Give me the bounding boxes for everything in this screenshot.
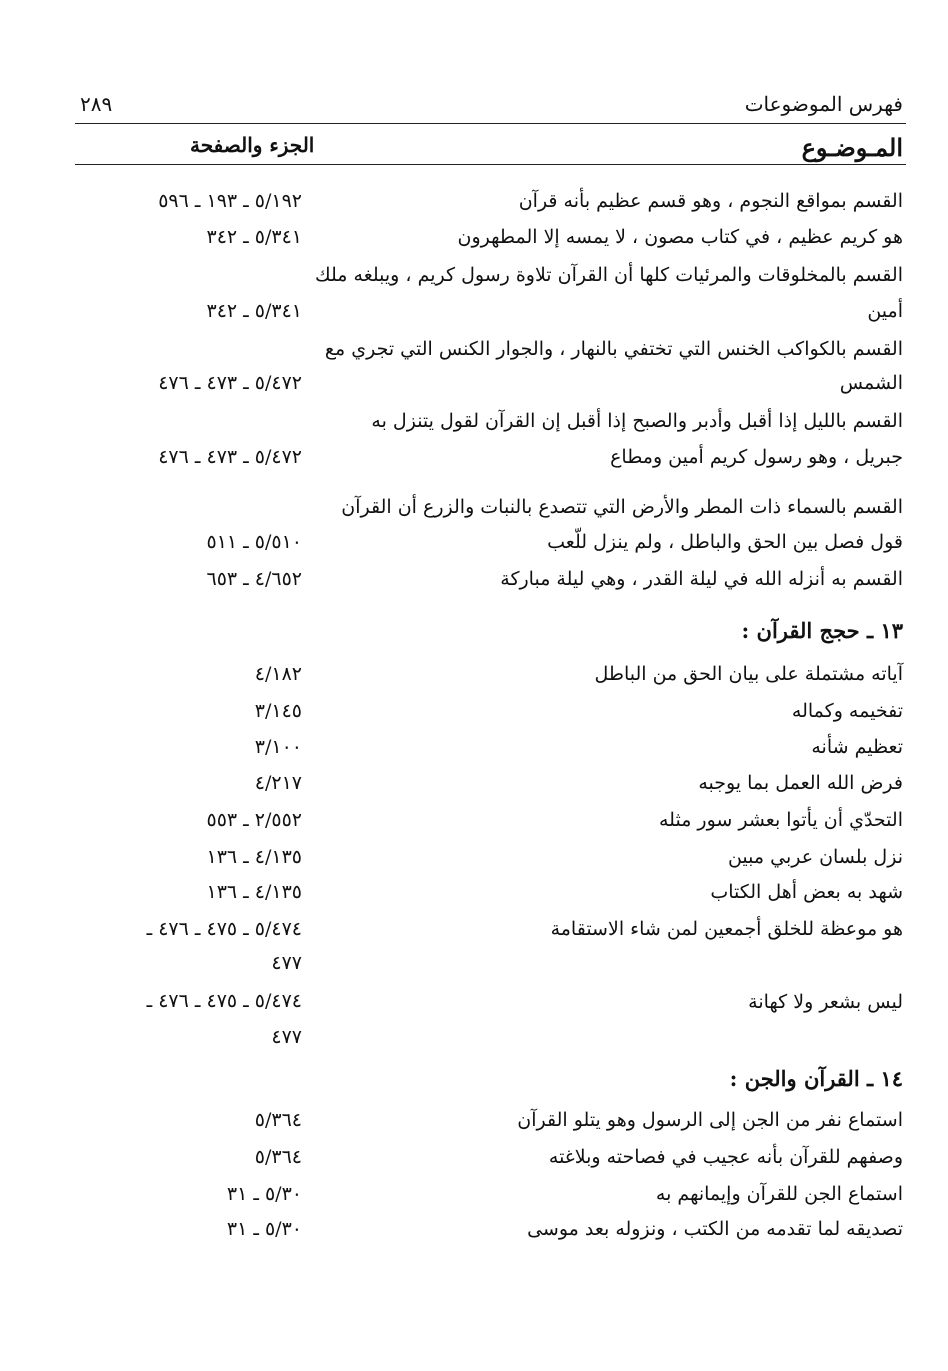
index-entry: [75, 657, 903, 691]
entry-topic: ١٤ ـ القرآن والجن :: [729, 1066, 903, 1091]
entry-topic: ١٣ ـ حجج القرآن :: [741, 618, 903, 643]
index-entry: [75, 440, 903, 474]
entry-reference: ٥/٤٧٤ ـ ٤٧٥ ـ ٤٧٦ ـ: [146, 990, 302, 1012]
entry-topic: القسم بالسماء ذات المطر والأرض التي تتصدع بالنبات والزرع أن القرآن: [341, 496, 903, 518]
entry-reference: ٥/٣٦٤: [254, 1109, 302, 1131]
entry-topic: جبريل ، وهو رسول كريم أمين ومطاع: [610, 446, 903, 468]
index-entry: [75, 1103, 903, 1137]
index-entry: [75, 875, 903, 909]
index-entry: [75, 1212, 903, 1246]
index-entry: [75, 525, 903, 559]
entry-reference: ٣/١٠٠: [254, 736, 302, 758]
entry-reference: ٥/٣٠ ـ ٣١: [226, 1218, 302, 1240]
entry-reference: ٥/٣٤١ ـ ٣٤٢: [206, 300, 302, 322]
entry-reference: ٥/٤٧٢ ـ ٤٧٣ ـ ٤٧٦: [158, 372, 302, 394]
entry-topic: التحدّي أن يأتوا بعشر سور مثله: [659, 809, 903, 831]
index-entry: [75, 766, 903, 800]
index-entry: [75, 404, 903, 438]
entry-reference: ٢/٥٥٢ ـ ٥٥٣: [206, 809, 302, 831]
entry-topic: وصفهم للقرآن بأنه عجيب في فصاحته وبلاغته: [548, 1146, 903, 1168]
entry-topic: شهد به بعض أهل الكتاب: [710, 881, 903, 903]
entry-topic: الشمس: [839, 372, 903, 394]
entry-topic: القسم به أنزله الله في ليلة القدر ، وهي ليلة مباركة: [500, 568, 903, 590]
entry-topic: القسم بمواقع النجوم ، وهو قسم عظيم بأنه قرآن: [518, 190, 903, 212]
entry-topic: أمين: [867, 300, 903, 322]
column-header-reference: الجزء والصفحة: [190, 133, 315, 157]
index-entry: [75, 730, 903, 764]
entry-reference: ٥/٣٤١ ـ ٣٤٢: [206, 226, 302, 248]
entry-topic: هو كريم عظيم ، في كتاب مصون ، لا يمسه إلا المطهرون: [457, 226, 903, 248]
index-entry: [75, 294, 903, 328]
entry-reference: ٤/٦٥٢ ـ ٦٥٣: [206, 568, 302, 590]
entry-reference: ٥/١٩٢ ـ ١٩٣ ـ ٥٩٦: [158, 190, 302, 212]
entry-topic: تفخيمه وكماله: [791, 700, 903, 722]
index-entry: [75, 1140, 903, 1174]
index-entry: [75, 1020, 903, 1054]
section-heading: [75, 1062, 903, 1096]
entry-reference: ٥/٤٧٤ ـ ٤٧٥ ـ ٤٧٦ ـ: [146, 918, 302, 940]
index-entry: [75, 332, 903, 366]
entry-topic: القسم بالمخلوقات والمرئيات كلها أن القرآن تلاوة رسول كريم ، ويبلغه ملك: [315, 264, 903, 286]
page-number: ٢٨٩: [80, 92, 113, 116]
index-entry: [75, 985, 903, 1019]
entry-reference: ٤/٢١٧: [254, 772, 302, 794]
entry-reference: ٤٧٧: [271, 952, 302, 974]
index-entry: [75, 258, 903, 292]
entry-reference: ٤/١٣٥ ـ ١٣٦: [206, 846, 302, 868]
entry-reference: ٥/٣٠ ـ ٣١: [226, 1183, 302, 1205]
running-title: فهرس الموضوعات: [744, 92, 903, 116]
entry-topic: استماع نفر من الجن إلى الرسول وهو يتلو القرآن: [517, 1109, 903, 1131]
index-entry: [75, 1177, 903, 1211]
index-entry: [75, 840, 903, 874]
index-entry: [75, 366, 903, 400]
entry-topic: تصديقه لما تقدمه من الكتب ، ونزوله بعد موسى: [527, 1218, 903, 1240]
entry-topic: استماع الجن للقرآن وإيمانهم به: [655, 1183, 903, 1205]
index-entry: [75, 803, 903, 837]
index-entry: [75, 490, 903, 524]
entry-reference: ٤/١٣٥ ـ ١٣٦: [206, 881, 302, 903]
index-entry: [75, 912, 903, 946]
entry-topic: فرض الله العمل بما يوجبه: [698, 772, 903, 794]
column-header-rule: [75, 164, 906, 165]
index-entry: [75, 562, 903, 596]
entry-reference: ٥/٣٦٤: [254, 1146, 302, 1168]
entry-reference: ٣/١٤٥: [254, 700, 302, 722]
entry-topic: هو موعظة للخلق أجمعين لمن شاء الاستقامة: [550, 918, 903, 940]
section-heading: [75, 614, 903, 648]
entry-topic: قول فصل بين الحق والباطل ، ولم ينزل للّعب: [547, 531, 903, 553]
entry-topic: آياته مشتملة على بيان الحق من الباطل: [594, 663, 903, 685]
column-header-topic: المـوضـوع: [801, 133, 903, 162]
entry-reference: ٤/١٨٢: [254, 663, 302, 685]
entry-reference: ٥/٤٧٢ ـ ٤٧٣ ـ ٤٧٦: [158, 446, 302, 468]
entry-reference: ٥/٥١٠ ـ ٥١١: [206, 531, 302, 553]
index-entry: [75, 220, 903, 254]
header-rule: [75, 123, 906, 124]
entry-reference: ٤٧٧: [271, 1026, 302, 1048]
index-entry: [75, 946, 903, 980]
entry-topic: ليس بشعر ولا كهانة: [748, 991, 903, 1013]
index-entry: [75, 694, 903, 728]
entry-topic: نزل بلسان عربي مبين: [727, 846, 903, 868]
entry-topic: القسم بالليل إذا أقبل وأدبر والصبح إذا أقبل إن القرآن لقول يتنزل به: [371, 410, 903, 432]
entry-topic: تعظيم شأنه: [811, 736, 903, 758]
entry-topic: القسم بالكواكب الخنس التي تختفي بالنهار ، والجوار الكنس التي تجري مع: [324, 338, 903, 360]
index-entry: [75, 184, 903, 218]
